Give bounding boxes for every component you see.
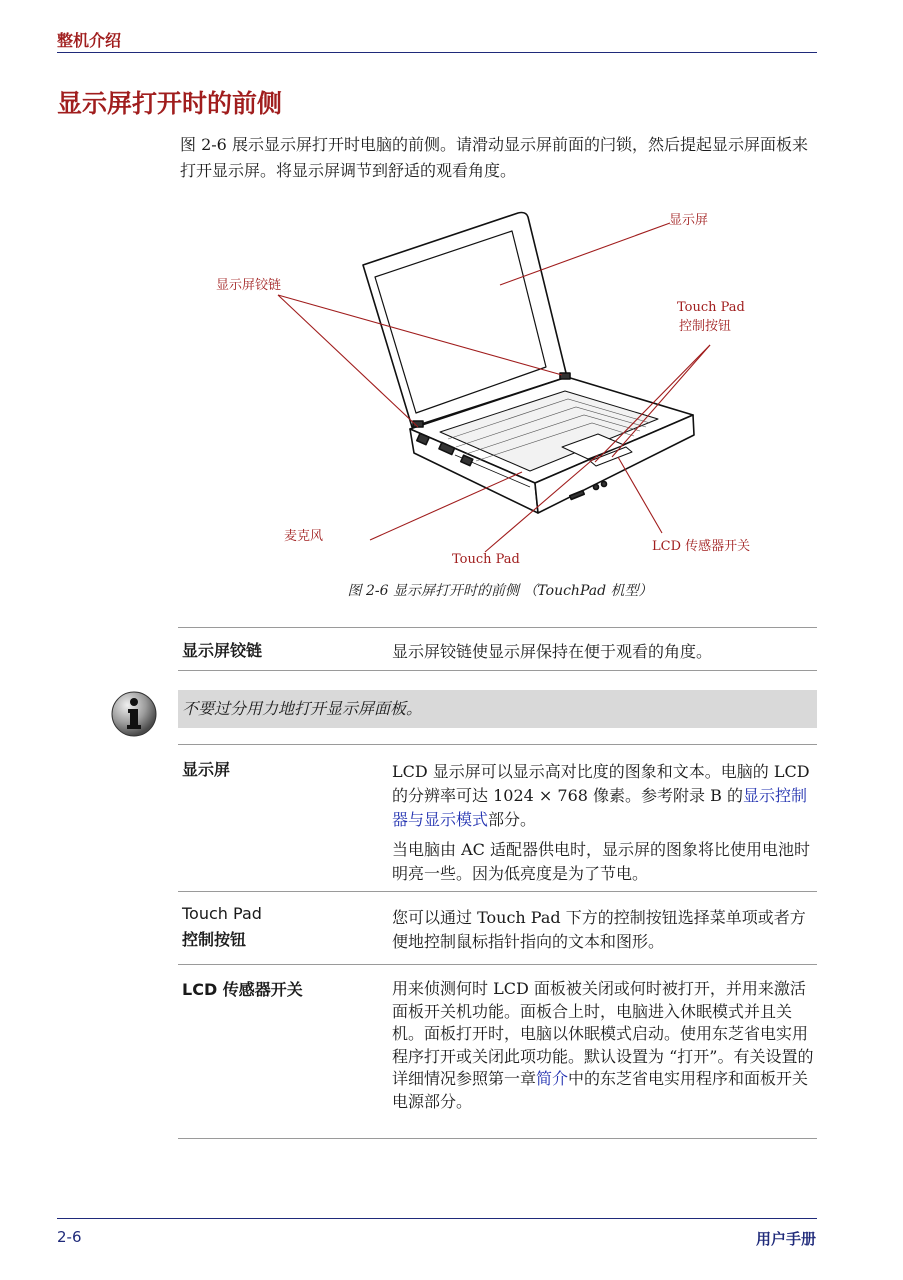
header-title: 整机介绍 [57, 31, 122, 50]
page-number: 2-6 [57, 1228, 82, 1246]
intro-chapter-link[interactable]: 简介 [536, 1069, 569, 1088]
display-controller-link[interactable]: 显示控制器与显示模式 [392, 786, 807, 829]
laptop-illustration [363, 213, 694, 514]
term-lcd-sensor: LCD 传感器开关 [182, 980, 303, 999]
term-touchpad-line2: 控制按钮 [182, 930, 247, 949]
section-heading: 显示屏打开时的前侧 [57, 89, 283, 118]
desc-display-text-end: 部分。 [488, 810, 537, 829]
label-display: 显示屏 [669, 213, 709, 228]
note-text: 不要过分用力地打开显示屏面板。 [182, 699, 423, 718]
desc-lcd-text-end: 中的东芝省电实用程序和面板开关电源部分。 [392, 1069, 809, 1111]
footer-rule [57, 1218, 817, 1219]
label-microphone: 麦克风 [284, 529, 324, 544]
term-display: 显示屏 [182, 760, 231, 779]
label-touchpad-buttons-line2: 控制按钮 [679, 319, 732, 334]
desc-hinges: 显示屏铰链使显示屏保持在便于观看的角度。 [392, 642, 713, 661]
term-touchpad [182, 901, 262, 953]
intro-paragraph: 图 2-6 展示显示屏打开时电脑的前侧。请滑动显示屏前面的闩锁，然后提起显示屏面板来打开显示屏。将显示屏调节到舒适的观看角度。 [180, 135, 808, 180]
term-touchpad-line1: Touch Pad [182, 904, 262, 923]
table-rule [178, 627, 817, 628]
label-touchpad: Touch Pad [452, 552, 520, 567]
label-lcd-sensor: LCD 传感器开关 [652, 539, 751, 554]
table-rule [178, 670, 817, 671]
desc-touchpad: 您可以通过 Touch Pad 下方的控制按钮选择菜单项或者方便地控制鼠标指针指向的文本和图形。 [392, 908, 806, 951]
table-rule [178, 744, 817, 745]
header-rule [57, 52, 817, 53]
info-icon [110, 690, 158, 738]
table-rule [178, 1138, 817, 1139]
figure-caption: 图 2-6 显示屏打开时的前侧 （TouchPad 机型） [347, 583, 653, 599]
label-hinges: 显示屏铰链 [216, 278, 282, 293]
table-rule [178, 891, 817, 892]
label-touchpad-buttons-line1: Touch Pad [677, 300, 745, 315]
desc-display-p2: 当电脑由 AC 适配器供电时，显示屏的图象将比使用电池时明亮一些。因为低亮度是为了节电。 [392, 840, 810, 883]
term-hinges: 显示屏铰链 [182, 641, 263, 660]
manual-title: 用户手册 [755, 1230, 816, 1248]
laptop-figure [200, 195, 820, 585]
desc-lcd-text: 用来侦测何时 LCD 面板被关闭或何时被打开，并用来激活面板开关机功能。面板合上时，电脑进入休眠模式并且关机。面板打开时，电脑以休眠模式启动。使用东芝省电实用程序打开或关闭此项功能。默认设置为 “打开”。有关设置的详细情况参照第一章 [392, 979, 814, 1088]
desc-display [392, 760, 817, 832]
desc-lcd-sensor [392, 978, 817, 1113]
table-rule [178, 964, 817, 965]
desc-display-text: LCD 显示屏可以显示高对比度的图象和文本。电脑的 LCD 的分辨率可达 1024 × 768 像素。参考附录 B 的 [392, 762, 810, 805]
